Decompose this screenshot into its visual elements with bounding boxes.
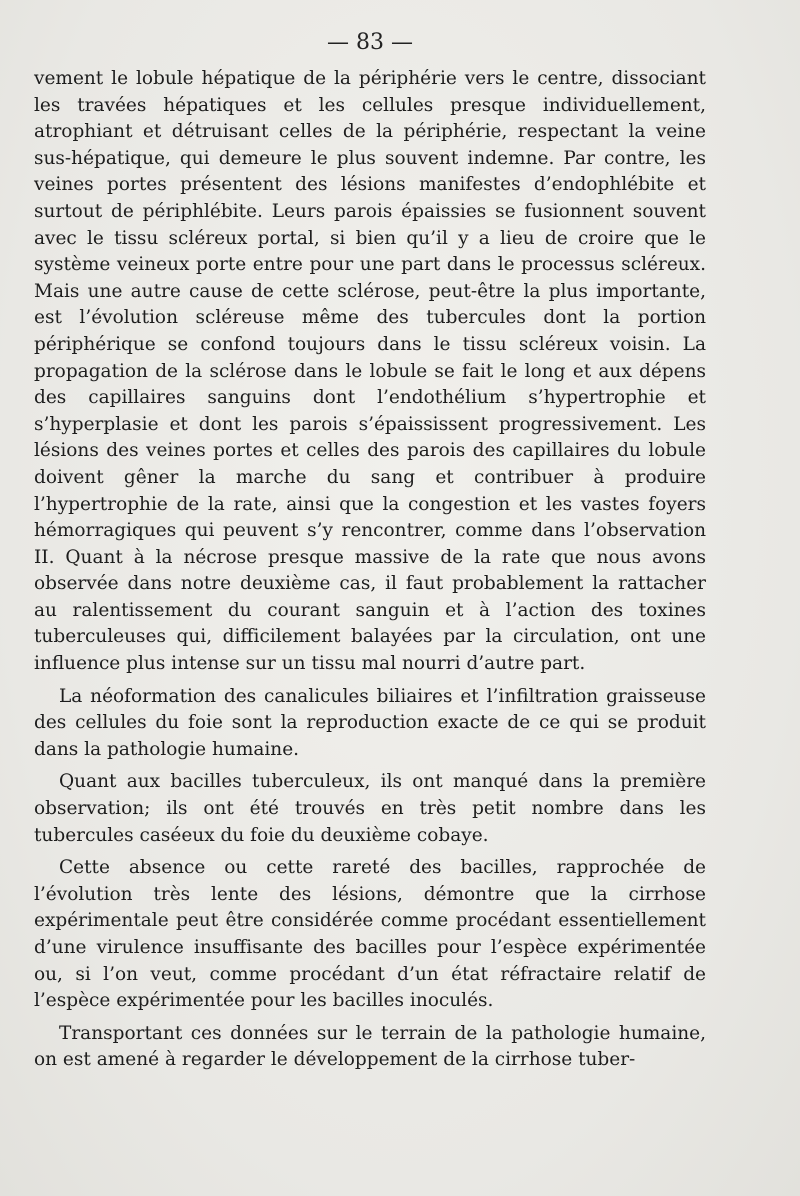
paragraph-2: La néoformation des canalicules biliaires et l’infiltration graisseuse des cellules du foie sont la reproduction exacte de ce qui se produit dans la pathologie humaine. — [34, 685, 706, 760]
body-text — [34, 66, 706, 1080]
paragraph-5: Transportant ces données sur le terrain de la pathologie humaine, on est amené à regarder le développement de la cirrhose tuber- — [34, 1022, 706, 1071]
paragraph-3: Quant aux bacilles tuberculeux, ils ont manqué dans la première observation; ils ont été trouvés en très petit nombre dans les tubercules caséeux du foie du deuxième cobaye. — [34, 771, 706, 846]
page-number: — 83 — — [327, 30, 413, 55]
paragraph-4: Cette absence ou cette rareté des bacilles, rapprochée de l’évolution très lente des lésions, démontre que la cirrhose expérimentale peut être considérée comme procédant essentiellement d’une virulence insuffisante des bacilles pour l’espèce expérimentée ou, si l’on veut, comme procédant d’un état réfractaire relatif de l’espèce expérimentée pour les bacilles inoculés. — [34, 857, 706, 1012]
paragraph-1: vement le lobule hépatique de la périphérie vers le centre, dissociant les travées hépatiques et les cellules presque individuellement, atrophiant et détruisant celles de la périphérie, respectant la veine sus-hépatique, qui demeure le plus souvent indemne. Par contre, les veines portes présentent des lésions manifestes d’endophlébite et surtout de périphlébite. Leurs parois épaissies se fusionnent souvent avec le tissu scléreux portal, si bien qu’il y a lieu de croire que le système veineux porte entre pour une part dans le processus scléreux. Mais une autre cause de cette sclérose, peut-être la plus importante, est l’évolution scléreuse même des tubercules dont la portion périphérique se confond toujours dans le tissu scléreux voisin. La propagation de la sclérose dans le lobule se fait le long et aux dépens des capillaires sanguins dont l’endothélium s’hypertrophie et s’hyperplasie et dont les parois s’épaississent progressivement. Les lésions des veines portes et celles des parois des capillaires du lobule doivent gêner la marche du sang et contribuer à produire l’hypertrophie de la rate, ainsi que la congestion et les vastes foyers hémorragiques qui peuvent s’y rencontrer, comme dans l’observation II. Quant à la nécrose presque massive de la rate que nous avons observée dans notre deuxième cas, il faut probablement la rattacher au ralentissement du courant sanguin et à l’action des toxines tuberculeuses qui, difficilement balayées par la circulation, ont une influence plus intense sur un tissu mal nourri d’autre part. — [34, 68, 706, 675]
